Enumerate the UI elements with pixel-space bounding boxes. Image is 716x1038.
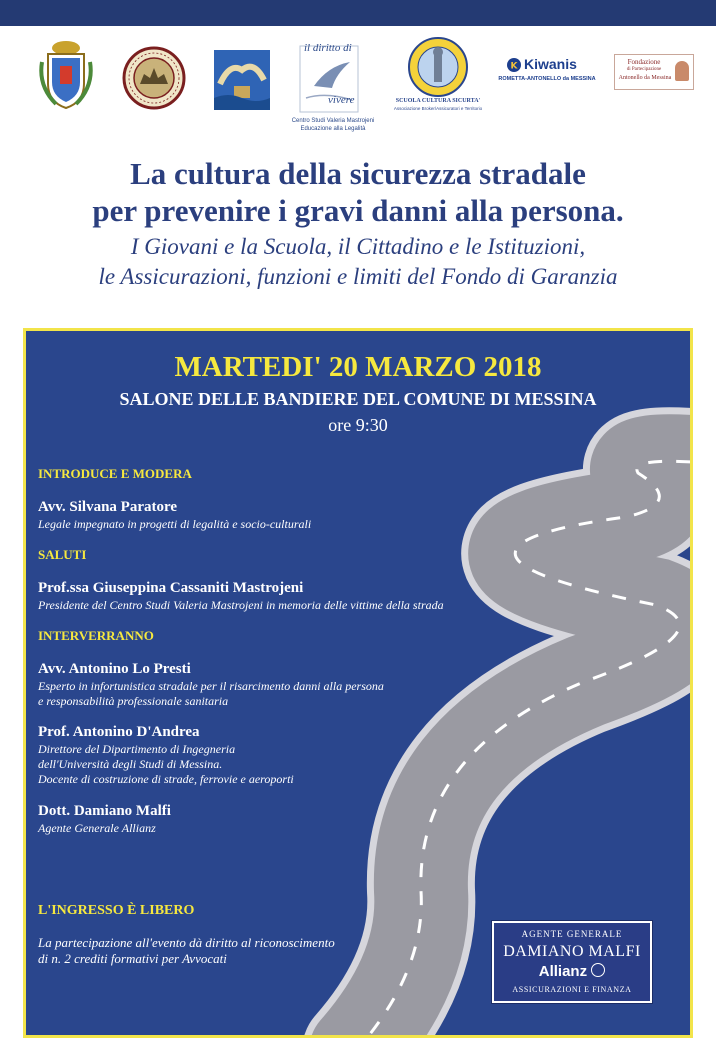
logo-sub2: Educazione alla Legalità bbox=[300, 126, 366, 132]
university-seal-icon bbox=[122, 46, 186, 110]
speaker-1-desc: Legale impegnato in progetti di legalità e socio-culturali bbox=[38, 517, 312, 531]
fondazione-antonello-logo-icon bbox=[614, 54, 694, 90]
kiwanis-logo-icon bbox=[498, 54, 596, 90]
section-saluti: SALUTI bbox=[38, 547, 87, 562]
svg-text:K: K bbox=[510, 61, 518, 72]
scuola-cultura-sicurta-seal-icon bbox=[393, 36, 483, 112]
event-time: ore 9:30 bbox=[328, 415, 388, 435]
allianz-eagle-icon bbox=[591, 963, 605, 977]
agent-brand bbox=[494, 963, 650, 980]
speaker-2-desc: Presidente del Centro Studi Valeria Mastrojeni in memoria delle vittime della strada bbox=[38, 598, 444, 612]
agent-badge bbox=[492, 921, 652, 1003]
fondazione-line3: Antonello da Messina bbox=[618, 75, 672, 81]
credits-line-2: di n. 2 crediti formativi per Avvocati bbox=[38, 951, 227, 966]
kiwanis-sub: ROMETTA-ANTONELLO da MESSINA bbox=[498, 76, 596, 82]
il-diritto-di-vivere-logo-icon bbox=[292, 36, 374, 136]
event-date: MARTEDI' 20 MARZO 2018 bbox=[174, 351, 542, 383]
speaker-1-name: Avv. Silvana Paratore bbox=[38, 499, 178, 515]
subtitle-line-2: le Assicurazioni, funzioni e limiti del Fondo di Garanzia bbox=[98, 264, 618, 289]
speaker-5-desc: Agente Generale Allianz bbox=[38, 821, 156, 835]
speaker-4-desc-2: dell'Università degli Studi di Messina. bbox=[38, 757, 223, 771]
agent-name: DAMIANO MALFI bbox=[503, 943, 641, 960]
speaker-2-name: Prof.ssa Giuseppina Cassaniti Mastrojeni bbox=[38, 580, 304, 596]
credits-line-1: La partecipazione all'evento dà diritto al riconoscimento bbox=[38, 935, 335, 950]
section-introduce: INTRODUCE E MODERA bbox=[38, 466, 192, 481]
speaker-3-desc-2: e responsabilità professionale sanitaria bbox=[38, 694, 229, 708]
section-interverranno: INTERVERRANNO bbox=[38, 628, 154, 643]
speaker-4-desc-3: Docente di costruzione di strade, ferrovie e aeroporti bbox=[38, 772, 294, 786]
seal-caption: SCUOLA CULTURA SICURTA' bbox=[395, 98, 481, 104]
logo-line1: il diritto di bbox=[304, 42, 352, 54]
subtitle-line-1: I Giovani e la Scuola, il Cittadino e le Istituzioni, bbox=[130, 234, 586, 259]
agent-label: AGENTE GENERALE bbox=[521, 929, 623, 939]
title-line-2: per prevenire i gravi danni alla persona. bbox=[92, 193, 624, 228]
city-emblem-icon bbox=[214, 50, 270, 110]
speaker-3-desc-1: Esperto in infortunistica stradale per il risarcimento danni alla persona bbox=[38, 679, 384, 693]
top-banner-bar bbox=[0, 0, 716, 26]
agent-tagline: ASSICURAZIONI E FINANZA bbox=[512, 985, 632, 994]
portrait-icon bbox=[675, 61, 689, 81]
event-panel bbox=[23, 328, 693, 1038]
event-venue: SALONE DELLE BANDIERE DEL COMUNE DI MESSINA bbox=[119, 389, 597, 409]
seal-subcaption: Associazione Broker/Assicuratori e Territorio bbox=[393, 106, 483, 111]
speaker-5-name: Dott. Damiano Malfi bbox=[38, 803, 171, 819]
brand-name: Allianz bbox=[538, 963, 588, 980]
free-entry: L'INGRESSO È LIBERO bbox=[38, 903, 195, 918]
province-coat-of-arms-icon bbox=[36, 36, 96, 112]
kiwanis-name: Kiwanis bbox=[524, 56, 577, 72]
speaker-4-desc-1: Direttore del Dipartimento di Ingegneria bbox=[38, 742, 236, 756]
speaker-3-name: Avv. Antonino Lo Presti bbox=[38, 661, 191, 677]
title-line-1: La cultura della sicurezza stradale bbox=[130, 156, 586, 191]
fondazione-line1: Fondazione bbox=[627, 58, 661, 66]
fondazione-line2: di Partecipazione bbox=[626, 67, 662, 72]
speaker-4-name: Prof. Antonino D'Andrea bbox=[38, 724, 200, 740]
logo-line2: vivere bbox=[328, 94, 355, 106]
logo-sub1: Centro Studi Valeria Mastrojeni bbox=[291, 118, 375, 124]
